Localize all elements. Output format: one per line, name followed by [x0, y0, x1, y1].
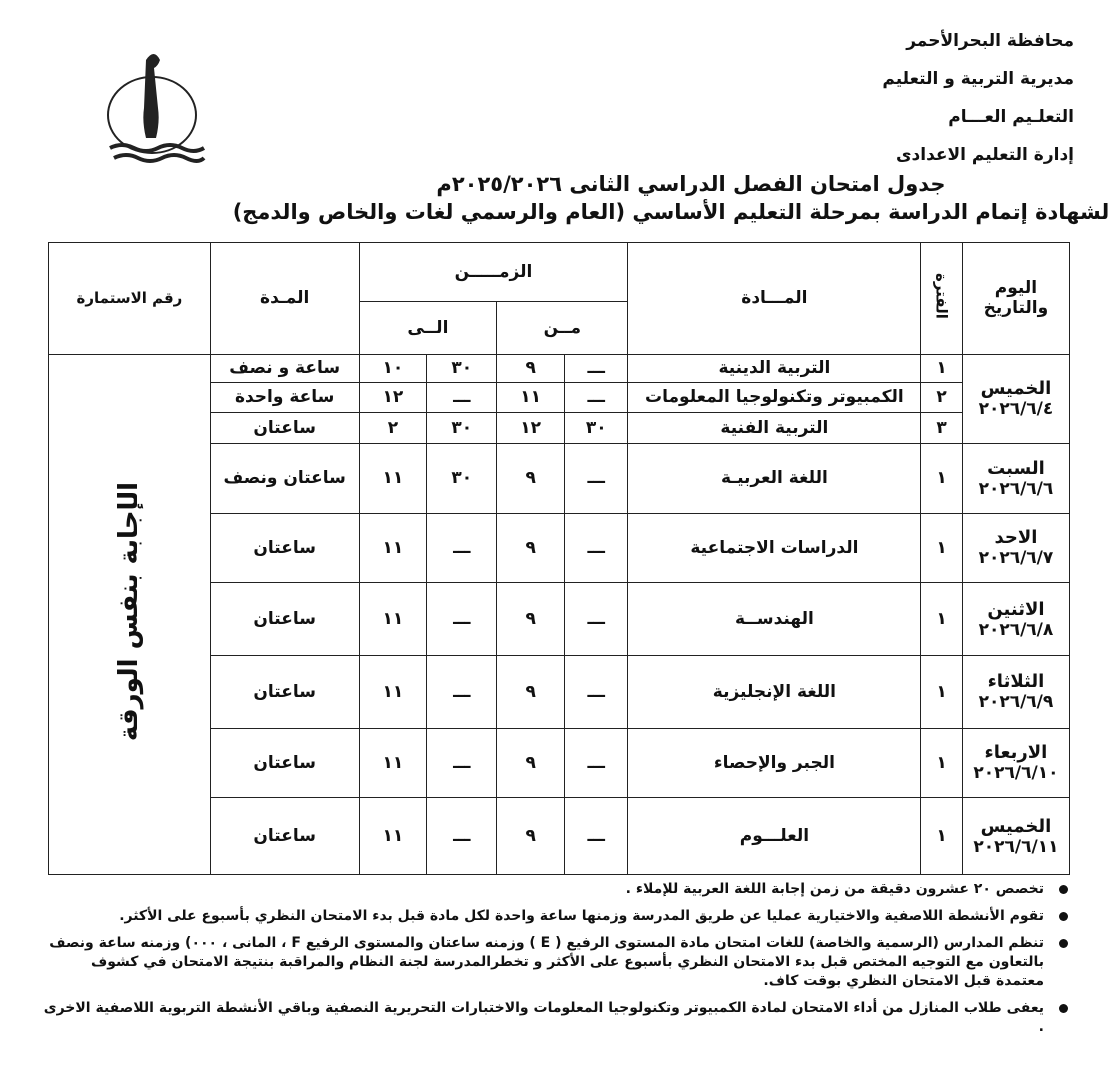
from-minute-cell: ـــ — [565, 513, 628, 583]
period-cell: ١ — [921, 354, 963, 382]
subject-cell: العلـــوم — [628, 798, 921, 875]
header-duration: المـدة — [210, 243, 359, 355]
note-text: تنظم المدارس (الرسمية والخاصة) للغات امتحان مادة المستوى الرفيع ( E ) وزمنه ساعتان والمستوى الرفيع F ، المانى ، ٠٠٠) وزمنه ساعة ونصف بالتعاون مع التوجيه المختص قبل بدء الامتحان النظري بأسبوع على الأكثر و تخطرالمدرسة لجنة النظام والمراقبة بنتيجة الامتحان في كشوف معتمدة قبل الامتحان النظري بوقت كاف. — [49, 935, 1044, 989]
from-minute-cell: ـــ — [565, 354, 628, 382]
to-minute-cell: ٣٠ — [427, 412, 497, 444]
from-hour-cell: ٩ — [497, 513, 565, 583]
period-cell: ١ — [921, 513, 963, 583]
subject-cell: التربية الدينية — [628, 354, 921, 382]
header-governorate: محافظة البحرالأحمر — [906, 31, 1074, 51]
subject-cell: التربية الفنية — [628, 412, 921, 444]
from-minute-cell: ـــ — [565, 728, 628, 798]
duration-cell: ساعتان — [210, 583, 359, 656]
exam-schedule-subtitle: لشهادة إتمام الدراسة بمرحلة التعليم الأساسي (العام والرسمي لغات والخاص والدمج) — [232, 200, 1110, 224]
header-from: مــن — [497, 301, 628, 354]
header-subject: المـــادة — [628, 243, 921, 355]
from-minute-cell: ٣٠ — [565, 412, 628, 444]
day-name: الاربعاء — [984, 742, 1048, 764]
from-minute-cell: ـــ — [565, 583, 628, 656]
duration-cell: ساعتان — [210, 412, 359, 444]
note-text: تخصص ٢٠ عشرون دقيقة من زمن إجابة اللغة العربية للإملاء . — [625, 881, 1044, 897]
day-date: ٢٠٢٦/٦/٩ — [978, 692, 1054, 713]
day-name: الاثنين — [987, 598, 1045, 620]
to-minute-cell: ٣٠ — [427, 444, 497, 514]
header-to: الــى — [359, 301, 497, 354]
to-hour-cell: ١١ — [359, 655, 427, 728]
day-date-cell — [962, 655, 1069, 728]
period-cell: ١ — [921, 798, 963, 875]
day-name: الاحد — [994, 527, 1038, 549]
side-note-text: الإجابة بنفس الورقة — [114, 482, 145, 742]
header-day-date: اليوم والتاريخ — [962, 243, 1069, 355]
day-name: السبت — [987, 457, 1045, 479]
notes-list — [40, 880, 1070, 1045]
to-minute-cell: ـــ — [427, 513, 497, 583]
from-hour-cell: ٩ — [497, 655, 565, 728]
to-minute-cell: ـــ — [427, 655, 497, 728]
subject-cell: اللغة العربيـة — [628, 444, 921, 514]
subject-cell: الجبر والإحصاء — [628, 728, 921, 798]
duration-cell: ساعتان ونصف — [210, 444, 359, 514]
subject-cell: الهندســة — [628, 583, 921, 656]
from-minute-cell: ـــ — [565, 444, 628, 514]
bullet-icon — [1059, 1004, 1068, 1013]
period-cell: ١ — [921, 444, 963, 514]
bullet-icon — [1059, 912, 1068, 921]
note-item — [40, 999, 1070, 1037]
day-date: ٢٠٢٦/٦/٧ — [978, 548, 1054, 569]
from-hour-cell: ٩ — [497, 583, 565, 656]
from-minute-cell: ـــ — [565, 383, 628, 412]
day-date-cell — [962, 798, 1069, 875]
period-cell: ١ — [921, 655, 963, 728]
from-hour-cell: ٩ — [497, 798, 565, 875]
to-hour-cell: ٢ — [359, 412, 427, 444]
header-preparatory-admin: إدارة التعليم الاعدادى — [895, 145, 1074, 165]
header-period: الفترة — [921, 243, 963, 355]
day-date-cell — [962, 583, 1069, 656]
day-name: الثلاثاء — [987, 671, 1045, 693]
duration-cell: ساعتان — [210, 513, 359, 583]
period-cell: ١ — [921, 583, 963, 656]
note-text: تقوم الأنشطة اللاصفية والاختيارية عمليا عن طريق المدرسة وزمنها ساعة واحدة لكل مادة قبل بدء الامتحان النظري بأسبوع على الأكثر. — [119, 908, 1044, 924]
duration-cell: ساعتان — [210, 728, 359, 798]
to-hour-cell: ١١ — [359, 798, 427, 875]
day-date: ٢٠٢٦/٦/١١ — [973, 836, 1059, 857]
exam-schedule-title: جدول امتحان الفصل الدراسي الثانى ٢٠٢٥/٢٠٢٦م — [436, 172, 946, 196]
to-hour-cell: ١١ — [359, 728, 427, 798]
subject-cell: الدراسات الاجتماعية — [628, 513, 921, 583]
header-directorate: مديرية التربية و التعليم — [882, 69, 1074, 89]
bullet-icon — [1059, 939, 1068, 948]
exam-schedule-table — [48, 242, 1070, 875]
note-item — [40, 907, 1070, 926]
day-name: الخميس — [980, 815, 1052, 837]
day-date-cell — [962, 444, 1069, 514]
subject-cell: الكمبيوتر وتكنولوجيا المعلومات — [628, 383, 921, 412]
day-date-cell — [962, 728, 1069, 798]
from-minute-cell: ـــ — [565, 798, 628, 875]
from-hour-cell: ٩ — [497, 444, 565, 514]
from-hour-cell: ١١ — [497, 383, 565, 412]
from-hour-cell: ٩ — [497, 354, 565, 382]
duration-cell: ساعتان — [210, 798, 359, 875]
header-form-number: رقم الاستمارة — [49, 243, 211, 355]
period-cell: ١ — [921, 728, 963, 798]
from-hour-cell: ١٢ — [497, 412, 565, 444]
header-block — [882, 22, 1074, 174]
to-minute-cell: ـــ — [427, 728, 497, 798]
from-hour-cell: ٩ — [497, 728, 565, 798]
governorate-logo — [96, 40, 208, 170]
to-hour-cell: ١٢ — [359, 383, 427, 412]
from-minute-cell: ـــ — [565, 655, 628, 728]
note-item — [40, 880, 1070, 899]
duration-cell: ساعتان — [210, 655, 359, 728]
day-date: ٢٠٢٦/٦/٤ — [978, 399, 1054, 420]
duration-cell: ساعة و نصف — [210, 354, 359, 382]
to-hour-cell: ١١ — [359, 513, 427, 583]
answer-on-sheet-note — [49, 354, 211, 874]
day-name: الخميس — [980, 378, 1052, 400]
day-date-cell — [962, 354, 1069, 444]
period-cell: ٢ — [921, 383, 963, 412]
note-item — [40, 934, 1070, 991]
day-date: ٢٠٢٦/٦/١٠ — [973, 763, 1059, 784]
day-date: ٢٠٢٦/٦/٦ — [978, 478, 1054, 499]
bullet-icon — [1059, 885, 1068, 894]
to-hour-cell: ١١ — [359, 583, 427, 656]
to-minute-cell: ـــ — [427, 583, 497, 656]
table-row — [49, 354, 1070, 382]
subject-cell: اللغة الإنجليزية — [628, 655, 921, 728]
to-minute-cell: ـــ — [427, 798, 497, 875]
duration-cell: ساعة واحدة — [210, 383, 359, 412]
to-minute-cell: ٣٠ — [427, 354, 497, 382]
day-date: ٢٠٢٦/٦/٨ — [978, 619, 1054, 640]
to-minute-cell: ـــ — [427, 383, 497, 412]
to-hour-cell: ١١ — [359, 444, 427, 514]
to-hour-cell: ١٠ — [359, 354, 427, 382]
period-cell: ٣ — [921, 412, 963, 444]
header-time: الزمـــــن — [359, 243, 628, 302]
day-date-cell — [962, 513, 1069, 583]
note-text: يعفى طلاب المنازل من أداء الامتحان لمادة الكمبيوتر وتكنولوجيا المعلومات والاختبارات التحريرية النصفية وباقي الأنشطة التربوية اللاصفية الاخرى . — [43, 1000, 1044, 1035]
header-general-education: التعلـيم العـــام — [948, 107, 1074, 127]
